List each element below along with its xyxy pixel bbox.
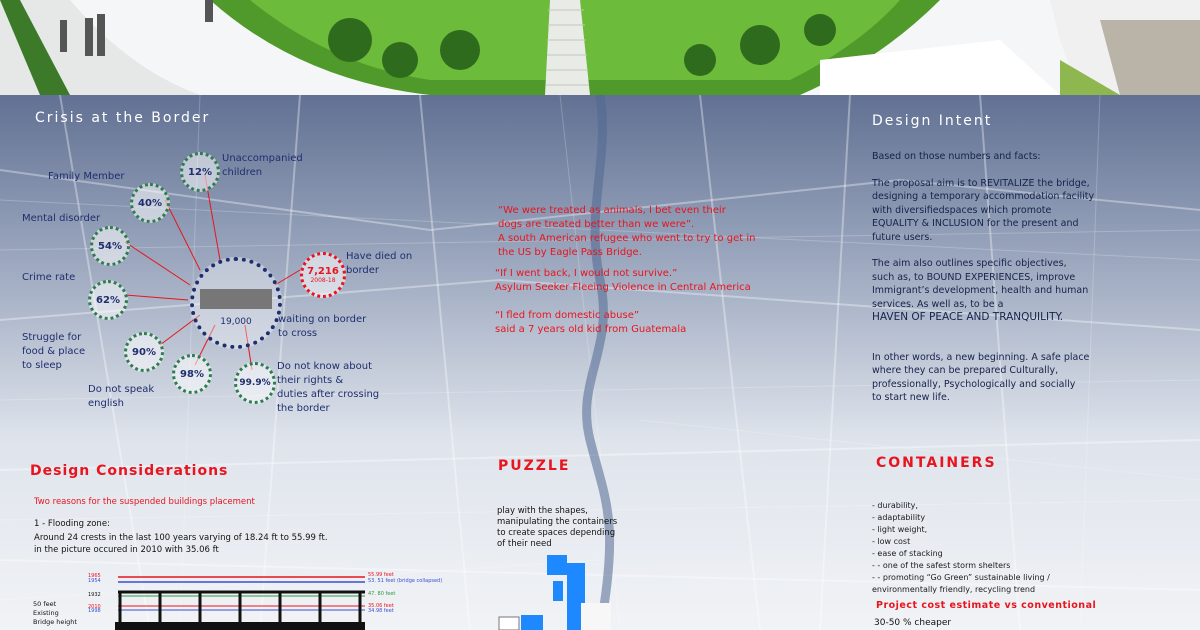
stat-value: 62%	[96, 294, 120, 306]
stat-label-mental	[22, 212, 100, 226]
stat-value: 40%	[138, 197, 162, 209]
center-circle	[190, 257, 282, 349]
intent-title: Design Intent	[872, 113, 993, 129]
stat-circle-english	[172, 354, 212, 394]
list-item: - adaptability	[872, 513, 926, 522]
list-item: - - promoting “Go Green” sustainable living /	[872, 573, 1050, 582]
quote-3	[495, 309, 686, 337]
stat-label-line: Do not speak	[88, 384, 155, 395]
quote-line: Asylum Seeker Fleeing Violence in Central America	[495, 282, 751, 293]
intent-line: In other words, a new beginning. A safe place	[872, 351, 1090, 363]
intent-line: Immigrant’s development, health and human	[872, 285, 1089, 296]
died-value: 7,216	[307, 266, 339, 277]
quote-line: dogs are treated better than we were”.	[498, 219, 695, 230]
stat-label-unaccompanied	[222, 152, 303, 180]
flood-level: 55.99 feet	[368, 572, 394, 578]
flood-year: 1998	[88, 608, 101, 614]
intent-line: The aim also outlines specific objectives,	[872, 258, 1067, 269]
bridge-render-image	[0, 0, 1200, 95]
stat-label-line: food & place	[22, 346, 86, 357]
intent-line: with diversifiedspaces which promote	[872, 204, 1052, 216]
puzzle-title: PUZZLE	[498, 458, 571, 474]
intent-body	[872, 150, 1192, 405]
intent-line: where they can be prepared Culturally,	[872, 365, 1059, 376]
died-years: 2008-18	[310, 277, 336, 284]
quote-line: “If I went back, I would not survive.”	[495, 268, 678, 279]
stat-value: 12%	[188, 166, 212, 178]
considerations-subtitle: Two reasons for the suspended buildings placement	[34, 497, 255, 507]
stat-label-english	[88, 383, 154, 411]
bridge-height-label	[33, 600, 77, 627]
stat-circle-crime	[88, 280, 128, 320]
stat-value: 90%	[132, 346, 156, 358]
stat-label-rights	[277, 360, 379, 416]
stat-label-line: Have died on	[346, 251, 413, 262]
stat-circle-family	[130, 183, 170, 223]
bridge-label-line: Existing	[33, 609, 59, 617]
intent-line: HAVEN OF PEACE AND TRANQUILITY.	[872, 311, 1064, 323]
quote-2	[495, 267, 751, 295]
stat-label-line: children	[222, 167, 263, 178]
list-item: - light weight,	[872, 525, 928, 534]
flood-year: 1954	[88, 577, 101, 584]
considerations-item: 1 - Flooding zone:	[34, 519, 110, 529]
considerations-line: Around 24 crests in the last 100 years varying of 18.24 ft to 55.99 ft.	[34, 533, 328, 543]
stat-label-crime	[22, 271, 75, 285]
flood-level: 47. 80 feet	[368, 591, 396, 597]
stat-label-died	[346, 250, 412, 278]
intent-paragraph	[872, 257, 1192, 325]
flood-level-diagram	[115, 572, 365, 630]
stat-value: 99.9%	[239, 378, 271, 388]
intent-line: professionally, Psychologically and socially	[872, 378, 1076, 390]
containers-title: CONTAINERS	[876, 455, 997, 471]
list-item: - low cost	[872, 537, 911, 546]
cost-value: 30-50 % cheaper	[874, 618, 952, 628]
puzzle-text	[497, 506, 617, 550]
stat-circle-food	[124, 332, 164, 372]
intent-line: designing a temporary accommodation facility	[872, 191, 1095, 202]
list-item: - - one of the safest storm shelters	[872, 561, 1011, 570]
containers-list	[872, 500, 1050, 596]
stat-circle-died	[300, 252, 346, 298]
stat-circle-unaccompanied	[180, 152, 220, 192]
flood-level: 34.98 feet	[368, 608, 394, 614]
puzzle-line: manipulating the containers	[497, 517, 618, 527]
cost-title: Project cost estimate vs conventional	[876, 600, 1097, 611]
stat-label-line: border	[346, 265, 380, 276]
puzzle-shapes	[495, 555, 615, 630]
puzzle-line: play with the shapes,	[497, 506, 588, 516]
list-item: - ease of stacking	[872, 549, 943, 558]
center-label-line: to cross	[278, 328, 318, 339]
intent-paragraph	[872, 177, 1192, 245]
intent-line: EQUALITY & INCLUSION for the present and	[872, 218, 1079, 229]
list-item: - durability,	[872, 501, 918, 510]
quote-line: the US by Eagle Pass Bridge.	[498, 247, 642, 258]
stat-label-line: Mental disorder	[22, 213, 101, 224]
center-label-line: waiting on border	[278, 314, 367, 325]
quote-1	[498, 204, 756, 260]
center-value: 19,000	[220, 317, 252, 327]
stat-label-line: the border	[277, 403, 330, 414]
flood-level: 35.06 feet	[368, 602, 394, 609]
stat-label-line: to sleep	[22, 360, 62, 371]
stat-value: 98%	[180, 368, 204, 380]
crowd-icon	[200, 289, 272, 309]
stat-label-line: english	[88, 398, 124, 409]
quote-line: A south American refugee who went to try to get in	[498, 233, 756, 244]
bridge-label-line: 50 feet	[33, 600, 57, 608]
intent-line: such as, to BOUND EXPERIENCES, improve	[872, 271, 1076, 283]
flood-year: 1965	[88, 573, 101, 579]
intent-line: to start new life.	[872, 392, 950, 403]
stat-value: 54%	[98, 240, 122, 252]
stat-label-family	[48, 170, 125, 184]
intent-line: future users.	[872, 231, 933, 243]
considerations-text	[34, 532, 328, 556]
intent-paragraph	[872, 351, 1192, 405]
stat-label-line: Family Member	[48, 171, 125, 182]
quote-line: “We were treated as animals, I bet even their	[498, 205, 726, 216]
crisis-title: Crisis at the Border	[35, 110, 211, 126]
considerations-title: Design Considerations	[30, 463, 229, 479]
quote-line: “I fled from domestic abuse”	[495, 310, 640, 321]
stat-circle-rights	[234, 362, 276, 404]
center-label	[278, 313, 366, 341]
considerations-line: in the picture occured in 2010 with 35.06 ft	[34, 545, 219, 555]
flood-level: 53. 51 feet (bridge collapsed)	[368, 577, 443, 584]
intent-line: services. As well as, to be a	[872, 298, 1004, 310]
flood-years	[88, 574, 101, 614]
stat-label-line: Crime rate	[22, 272, 76, 283]
stat-label-food	[22, 331, 85, 373]
intent-paragraph: Based on those numbers and facts:	[872, 151, 1041, 162]
stat-label-line: duties after crossing	[277, 389, 380, 400]
intent-line: The proposal aim is to REVITALIZE the bridge,	[872, 177, 1090, 189]
stat-label-line: Struggle for	[22, 332, 82, 343]
list-item: environmentally friendly, recycling trend	[872, 585, 1036, 594]
puzzle-line: of their need	[497, 539, 552, 549]
flood-year: 2010	[88, 603, 101, 610]
stat-label-line: Do not know about	[277, 361, 373, 372]
stat-label-line: Unaccompanied	[222, 153, 303, 164]
flood-levels	[368, 573, 442, 615]
flood-year: 1932	[88, 592, 101, 598]
stat-circle-mental	[90, 226, 130, 266]
stat-label-line: their rights &	[277, 375, 344, 386]
puzzle-line: to create spaces depending	[497, 528, 616, 538]
quote-line: said a 7 years old kid from Guatemala	[495, 324, 687, 335]
bridge-label-line: Bridge height	[33, 618, 77, 626]
